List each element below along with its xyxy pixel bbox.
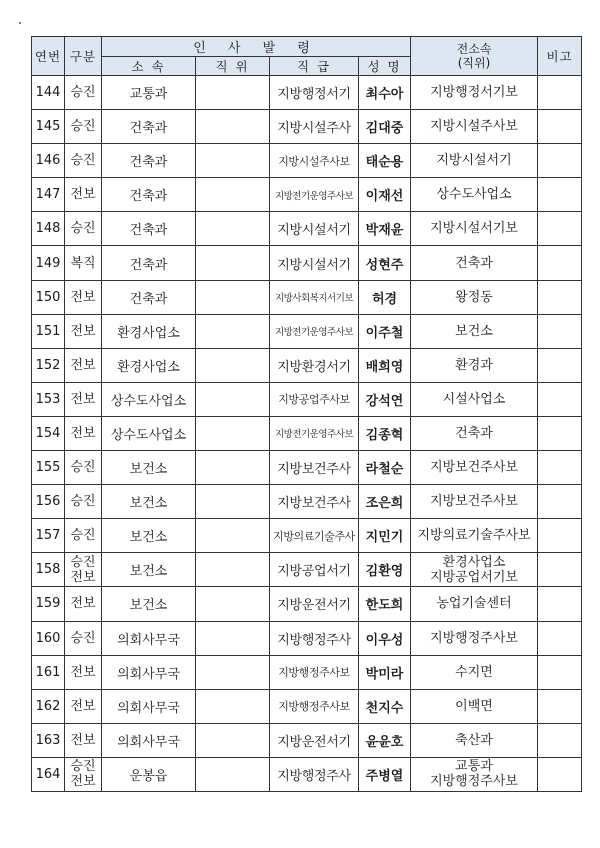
row-grade: 지방행정서기 bbox=[270, 76, 359, 110]
table-row bbox=[32, 212, 582, 246]
header-org: 소 속 bbox=[102, 57, 196, 76]
row-previous: 건축과 bbox=[411, 246, 538, 280]
row-position bbox=[196, 451, 270, 485]
table-row bbox=[32, 485, 582, 519]
row-previous: 환경과 bbox=[411, 348, 538, 382]
row-category: 승진 bbox=[65, 110, 102, 144]
row-note bbox=[538, 280, 582, 314]
row-organization: 의회사무국 bbox=[102, 621, 196, 655]
row-name: 라철순 bbox=[359, 451, 411, 485]
row-position bbox=[196, 246, 270, 280]
table-row bbox=[32, 757, 582, 791]
row-category: 전보 bbox=[65, 348, 102, 382]
row-position bbox=[196, 348, 270, 382]
row-grade: 지방의료기술주사 bbox=[270, 519, 359, 553]
row-position bbox=[196, 382, 270, 416]
row-category: 전보 bbox=[65, 382, 102, 416]
row-position bbox=[196, 416, 270, 450]
row-grade: 지방보건주사 bbox=[270, 451, 359, 485]
row-name: 김대중 bbox=[359, 110, 411, 144]
row-organization: 보건소 bbox=[102, 587, 196, 621]
row-organization: 보건소 bbox=[102, 519, 196, 553]
row-category: 전보 bbox=[65, 587, 102, 621]
row-previous: 이백면 bbox=[411, 689, 538, 723]
scan-speck bbox=[19, 22, 21, 24]
row-previous: 지방의료기술주사보 bbox=[411, 519, 538, 553]
row-note bbox=[538, 723, 582, 757]
row-category: 승진 bbox=[65, 76, 102, 110]
row-previous: 왕정동 bbox=[411, 280, 538, 314]
table-row bbox=[32, 144, 582, 178]
row-number: 153 bbox=[32, 382, 65, 416]
personnel-appointment-table bbox=[31, 36, 582, 792]
header-grade: 직 급 bbox=[270, 57, 359, 76]
row-grade: 지방행정주사 bbox=[270, 621, 359, 655]
row-category: 승진 bbox=[65, 485, 102, 519]
row-grade: 지방보건주사 bbox=[270, 485, 359, 519]
row-position bbox=[196, 519, 270, 553]
row-category: 전보 bbox=[65, 280, 102, 314]
row-grade: 지방운전서기 bbox=[270, 587, 359, 621]
row-name: 허경 bbox=[359, 280, 411, 314]
table-row bbox=[32, 246, 582, 280]
header-seq: 연번 bbox=[32, 37, 65, 76]
table-row bbox=[32, 178, 582, 212]
row-previous: 건축과 bbox=[411, 416, 538, 450]
row-number: 156 bbox=[32, 485, 65, 519]
row-organization: 상수도사업소 bbox=[102, 382, 196, 416]
row-position bbox=[196, 655, 270, 689]
row-note bbox=[538, 416, 582, 450]
table-row bbox=[32, 280, 582, 314]
row-previous: 농업기술센터 bbox=[411, 587, 538, 621]
row-previous: 환경사업소 지방공업서기보 bbox=[411, 553, 538, 587]
row-name: 강석연 bbox=[359, 382, 411, 416]
row-number: 164 bbox=[32, 757, 65, 791]
row-grade: 지방행정주사보 bbox=[270, 655, 359, 689]
table-row bbox=[32, 382, 582, 416]
header-note: 비고 bbox=[538, 37, 582, 76]
row-number: 161 bbox=[32, 655, 65, 689]
table-row bbox=[32, 76, 582, 110]
row-number: 150 bbox=[32, 280, 65, 314]
row-grade: 지방행정주사보 bbox=[270, 689, 359, 723]
row-category: 승진 전보 bbox=[65, 553, 102, 587]
row-note bbox=[538, 178, 582, 212]
row-name: 김환영 bbox=[359, 553, 411, 587]
row-note bbox=[538, 689, 582, 723]
row-position bbox=[196, 178, 270, 212]
header-appointment: 인 사 발 령 bbox=[102, 37, 411, 57]
table-row bbox=[32, 553, 582, 587]
row-note bbox=[538, 110, 582, 144]
header-position: 직 위 bbox=[196, 57, 270, 76]
row-previous: 지방보건주사보 bbox=[411, 451, 538, 485]
row-position bbox=[196, 110, 270, 144]
row-name: 이재선 bbox=[359, 178, 411, 212]
row-note bbox=[538, 485, 582, 519]
row-organization: 운봉읍 bbox=[102, 757, 196, 791]
row-grade: 지방전기운영주사보 bbox=[270, 416, 359, 450]
row-organization: 의회사무국 bbox=[102, 723, 196, 757]
table-row bbox=[32, 519, 582, 553]
header-category: 구분 bbox=[65, 37, 102, 76]
row-name: 이우성 bbox=[359, 621, 411, 655]
row-organization: 환경사업소 bbox=[102, 314, 196, 348]
row-note bbox=[538, 212, 582, 246]
table-row bbox=[32, 689, 582, 723]
row-number: 152 bbox=[32, 348, 65, 382]
row-number: 162 bbox=[32, 689, 65, 723]
row-previous: 축산과 bbox=[411, 723, 538, 757]
row-note bbox=[538, 655, 582, 689]
row-position bbox=[196, 723, 270, 757]
table-row bbox=[32, 110, 582, 144]
row-organization: 보건소 bbox=[102, 553, 196, 587]
header-previous bbox=[411, 37, 538, 76]
row-category: 전보 bbox=[65, 723, 102, 757]
row-organization: 의회사무국 bbox=[102, 689, 196, 723]
row-name: 박재윤 bbox=[359, 212, 411, 246]
row-number: 146 bbox=[32, 144, 65, 178]
row-note bbox=[538, 587, 582, 621]
row-note bbox=[538, 553, 582, 587]
row-category: 승진 전보 bbox=[65, 757, 102, 791]
row-name: 윤윤호 bbox=[359, 723, 411, 757]
row-note bbox=[538, 451, 582, 485]
row-note bbox=[538, 348, 582, 382]
row-previous: 시설사업소 bbox=[411, 382, 538, 416]
row-category: 전보 bbox=[65, 416, 102, 450]
row-note bbox=[538, 757, 582, 791]
row-grade: 지방시설서기 bbox=[270, 246, 359, 280]
row-number: 159 bbox=[32, 587, 65, 621]
table-row bbox=[32, 587, 582, 621]
table-row bbox=[32, 451, 582, 485]
row-grade: 지방운전서기 bbox=[270, 723, 359, 757]
row-grade: 지방전기운영주사보 bbox=[270, 314, 359, 348]
row-previous: 지방행정서기보 bbox=[411, 76, 538, 110]
row-name: 한도희 bbox=[359, 587, 411, 621]
header-previous-label: 전소속 bbox=[456, 42, 492, 56]
row-organization: 건축과 bbox=[102, 212, 196, 246]
row-name: 최수아 bbox=[359, 76, 411, 110]
row-category: 전보 bbox=[65, 178, 102, 212]
row-category: 전보 bbox=[65, 655, 102, 689]
table-row bbox=[32, 314, 582, 348]
row-category: 전보 bbox=[65, 314, 102, 348]
row-previous: 지방시설서기 bbox=[411, 144, 538, 178]
row-name: 김종혁 bbox=[359, 416, 411, 450]
row-number: 147 bbox=[32, 178, 65, 212]
row-number: 154 bbox=[32, 416, 65, 450]
row-grade: 지방전기운영주사보 bbox=[270, 178, 359, 212]
row-position bbox=[196, 144, 270, 178]
row-position bbox=[196, 76, 270, 110]
row-category: 승진 bbox=[65, 451, 102, 485]
row-note bbox=[538, 144, 582, 178]
row-previous: 지방시설서기보 bbox=[411, 212, 538, 246]
row-category: 승진 bbox=[65, 144, 102, 178]
row-note bbox=[538, 621, 582, 655]
row-organization: 의회사무국 bbox=[102, 655, 196, 689]
row-organization: 건축과 bbox=[102, 178, 196, 212]
row-position bbox=[196, 485, 270, 519]
row-organization: 교통과 bbox=[102, 76, 196, 110]
table-row bbox=[32, 655, 582, 689]
row-organization: 보건소 bbox=[102, 485, 196, 519]
row-name: 천지수 bbox=[359, 689, 411, 723]
row-note bbox=[538, 314, 582, 348]
row-number: 157 bbox=[32, 519, 65, 553]
row-grade: 지방시설주사보 bbox=[270, 144, 359, 178]
row-organization: 건축과 bbox=[102, 144, 196, 178]
row-number: 151 bbox=[32, 314, 65, 348]
row-previous: 보건소 bbox=[411, 314, 538, 348]
header-name: 성 명 bbox=[359, 57, 411, 76]
table-row bbox=[32, 621, 582, 655]
row-position bbox=[196, 587, 270, 621]
row-name: 지민기 bbox=[359, 519, 411, 553]
row-number: 148 bbox=[32, 212, 65, 246]
row-previous: 지방행정주사보 bbox=[411, 621, 538, 655]
row-previous: 지방보건주사보 bbox=[411, 485, 538, 519]
table-row bbox=[32, 348, 582, 382]
row-category: 승진 bbox=[65, 212, 102, 246]
row-previous: 교통과 지방행정주사보 bbox=[411, 757, 538, 791]
row-grade: 지방공업서기 bbox=[270, 553, 359, 587]
row-name: 배희영 bbox=[359, 348, 411, 382]
row-organization: 건축과 bbox=[102, 246, 196, 280]
row-position bbox=[196, 553, 270, 587]
row-organization: 상수도사업소 bbox=[102, 416, 196, 450]
row-grade: 지방시설주사 bbox=[270, 110, 359, 144]
row-grade: 지방행정주사 bbox=[270, 757, 359, 791]
row-number: 145 bbox=[32, 110, 65, 144]
row-number: 160 bbox=[32, 621, 65, 655]
row-organization: 환경사업소 bbox=[102, 348, 196, 382]
row-grade: 지방시설서기 bbox=[270, 212, 359, 246]
row-number: 144 bbox=[32, 76, 65, 110]
row-position bbox=[196, 757, 270, 791]
row-position bbox=[196, 212, 270, 246]
row-position bbox=[196, 689, 270, 723]
row-note bbox=[538, 246, 582, 280]
row-note bbox=[538, 519, 582, 553]
table-row bbox=[32, 416, 582, 450]
row-organization: 건축과 bbox=[102, 110, 196, 144]
row-grade: 지방사회복지서기보 bbox=[270, 280, 359, 314]
header-previous-sub: (직위) bbox=[457, 56, 491, 70]
row-number: 163 bbox=[32, 723, 65, 757]
row-position bbox=[196, 280, 270, 314]
row-number: 155 bbox=[32, 451, 65, 485]
row-name: 조은희 bbox=[359, 485, 411, 519]
row-category: 복직 bbox=[65, 246, 102, 280]
row-previous: 상수도사업소 bbox=[411, 178, 538, 212]
row-name: 주병열 bbox=[359, 757, 411, 791]
row-number: 149 bbox=[32, 246, 65, 280]
table-row bbox=[32, 723, 582, 757]
row-grade: 지방환경서기 bbox=[270, 348, 359, 382]
row-previous: 수지면 bbox=[411, 655, 538, 689]
row-category: 전보 bbox=[65, 689, 102, 723]
row-position bbox=[196, 314, 270, 348]
row-organization: 건축과 bbox=[102, 280, 196, 314]
row-grade: 지방공업주사보 bbox=[270, 382, 359, 416]
row-organization: 보건소 bbox=[102, 451, 196, 485]
row-previous: 지방시설주사보 bbox=[411, 110, 538, 144]
row-name: 성현주 bbox=[359, 246, 411, 280]
row-name: 이주철 bbox=[359, 314, 411, 348]
row-number: 158 bbox=[32, 553, 65, 587]
row-name: 박미라 bbox=[359, 655, 411, 689]
row-note bbox=[538, 382, 582, 416]
row-category: 승진 bbox=[65, 621, 102, 655]
row-position bbox=[196, 621, 270, 655]
row-name: 태순용 bbox=[359, 144, 411, 178]
row-note bbox=[538, 76, 582, 110]
row-category: 승진 bbox=[65, 519, 102, 553]
